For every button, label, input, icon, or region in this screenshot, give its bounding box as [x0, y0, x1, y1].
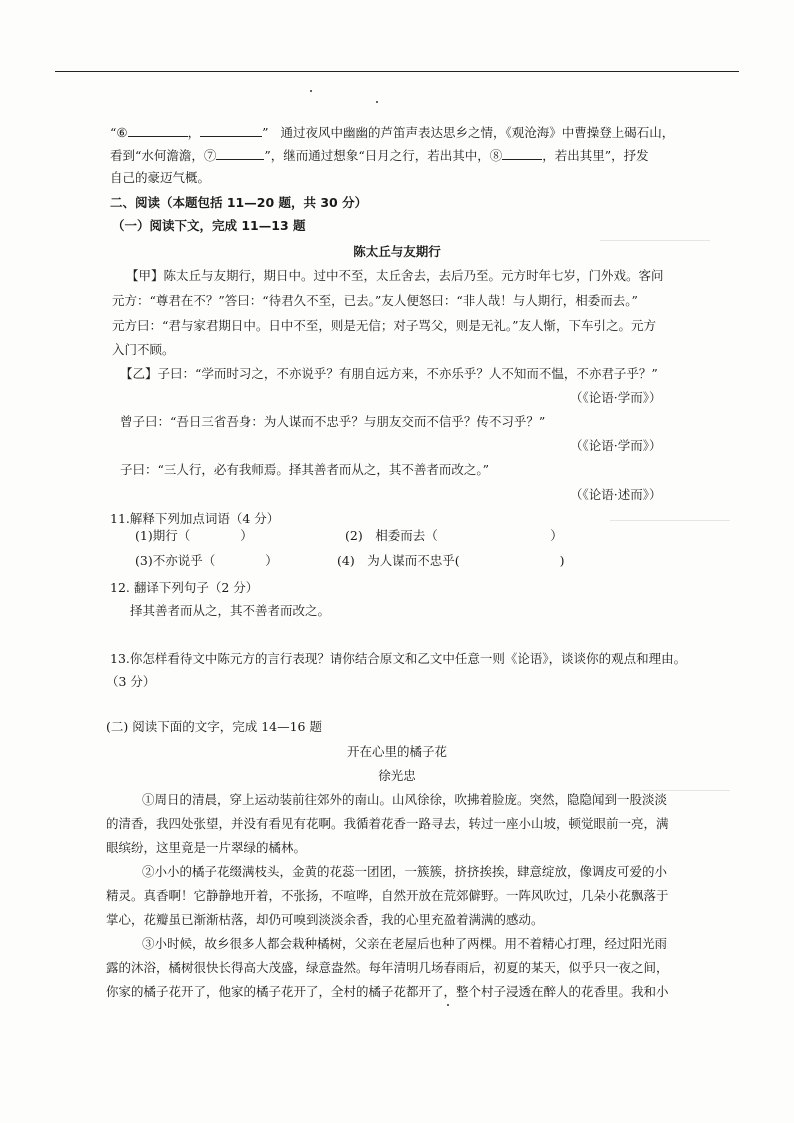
question-12-sentence: 择其善者而从之，其不善者而改之。	[130, 603, 331, 618]
bleed-through-line	[610, 520, 730, 521]
passage-2-author: 徐光忠	[378, 768, 416, 783]
blank-7[interactable]	[216, 147, 264, 160]
question-13-score: （3 分）	[106, 674, 156, 689]
blank-8[interactable]	[502, 147, 542, 160]
yi-line-2: 曾子曰：“吾日三省吾身：为人谋而不忠乎？与朋友交而不信乎？传不习乎？”	[120, 414, 546, 429]
blank-6-label: “⑥	[110, 125, 128, 140]
yi-line-1: 【乙】子曰：“学而时习之，不亦说乎？有朋自远方来，不亦乐乎？人不知而不愠，不亦君子乎？”	[120, 366, 658, 381]
yi-line-3: 子曰：“三人行，必有我师焉。择其善者而从之，其不善者而改之。”	[120, 462, 490, 477]
para-2-line-3: 掌心，花瓣虽已渐渐枯落，却仍可嗅到淡淡余香，我的心里充盈着满满的感动。	[106, 912, 544, 927]
para-1-line-3: 眼缤纷，这里竟是一片翠绿的橘林。	[106, 840, 307, 855]
para-1-line-2: 的清香，我四处张望，并没有看见有花啊。我循着花香一路寻去，转过一座小山坡，顿觉眼前一亮，满	[106, 816, 669, 831]
blank-7-label: ⑦	[203, 148, 217, 163]
question-13: 13.你怎样看待文中陈元方的言行表现？请你结合原文和乙文中任意一则《论语》，谈谈你的观点和理由。	[110, 651, 687, 666]
question-11: 11.解释下列加点词语（4 分）	[110, 511, 280, 526]
jia-line-2: 元方：“尊君在不？”答曰：“待君久不至，已去。”友人便怒曰：“非人哉！与人期行，相委而去。”	[112, 293, 638, 308]
yi-source-2: （《论语·学而》）	[570, 438, 662, 453]
poem-line-3: 自己的豪迈气概。	[110, 170, 211, 185]
poem-line-1: “⑥ ， ” 通过夜风中幽幽的芦笛声表达思乡之情，《观沧海》中曹操登上碣石山，	[110, 125, 675, 140]
question-11-item-2[interactable]: (2) 相委而去（ ）	[345, 528, 563, 543]
yi-source-1: （《论语·学而》）	[570, 390, 662, 405]
jia-line-1: 【甲】陈太丘与友期行，期日中。过中不至，太丘舍去，去后乃至。元方时年七岁，门外戏。客问	[126, 268, 664, 283]
passage-2-title: 开在心里的橘子花	[346, 744, 447, 759]
para-2-line-2: 精灵。真香啊！它静静地开着，不张扬，不喧哗，自然开放在荒郊僻野。一阵风吹过，几朵小花飘落于	[106, 888, 669, 903]
question-12: 12. 翻译下列句子（2 分）	[110, 580, 259, 595]
jia-line-3: 元方曰：“君与家君期日中。日中不至，则是无信；对子骂父，则是无礼。”友人惭，下车引之。元方	[112, 318, 657, 333]
part-2-heading: (二) 阅读下面的文字，完成 14—16 题	[106, 719, 322, 734]
question-11-item-3[interactable]: (3)不亦说乎（ ）	[135, 553, 278, 568]
question-11-item-4[interactable]: (4) 为人谋而不忠乎( )	[337, 553, 565, 568]
poem-line-2: 看到“水何澹澹，⑦ ”，继而通过想象“日月之行，若出其中，⑧ ，若出其里”，抒发	[110, 148, 649, 163]
para-3-line-1: ③小时候，故乡很多人都会栽种橘树，父亲在老屋后也种了两棵。用不着精心打理，经过阳光雨	[142, 936, 668, 951]
para-3-line-3: 你家的橘子花开了，他家的橘子花开了，全村的橘子花都开了，整个村子浸透在醉人的花香里。我和小	[106, 984, 669, 999]
section-2-heading: 二、阅读（本题包括 11—20 题，共 30 分）	[110, 195, 368, 210]
header-rule	[55, 71, 739, 72]
para-1-line-1: ①周日的清晨，穿上运动装前往郊外的南山。山风徐徐，吹拂着脸庞。突然，隐隐闻到一股淡淡	[142, 792, 668, 807]
jia-line-4: 入门不顾。	[112, 342, 175, 357]
blank-8-label: ⑧	[489, 148, 503, 163]
passage-1-title: 陈太丘与友期行	[353, 244, 441, 259]
yi-source-3: （《论语·述而》）	[570, 487, 662, 502]
para-2-line-1: ②小小的橘子花缀满枝头，金黄的花蕊一团团，一簇簇，挤挤挨挨，肆意绽放，像调皮可爱的小	[142, 864, 668, 879]
blank-6a[interactable]	[128, 124, 188, 137]
scan-speck	[447, 1004, 449, 1006]
bleed-through-line	[600, 240, 710, 241]
part-1-heading: （一）阅读下文，完成 11—13 题	[112, 218, 306, 233]
para-3-line-2: 露的沐浴，橘树很快长得高大茂盛，绿意盎然。每年清明几场春雨后，初夏的某天，似乎只一夜之间，	[106, 960, 669, 975]
question-11-item-1[interactable]: (1)期行（ ）	[135, 528, 253, 543]
scan-speck	[310, 90, 312, 92]
blank-6b[interactable]	[200, 124, 262, 137]
scan-speck	[376, 101, 378, 103]
bleed-through-line	[640, 790, 730, 791]
